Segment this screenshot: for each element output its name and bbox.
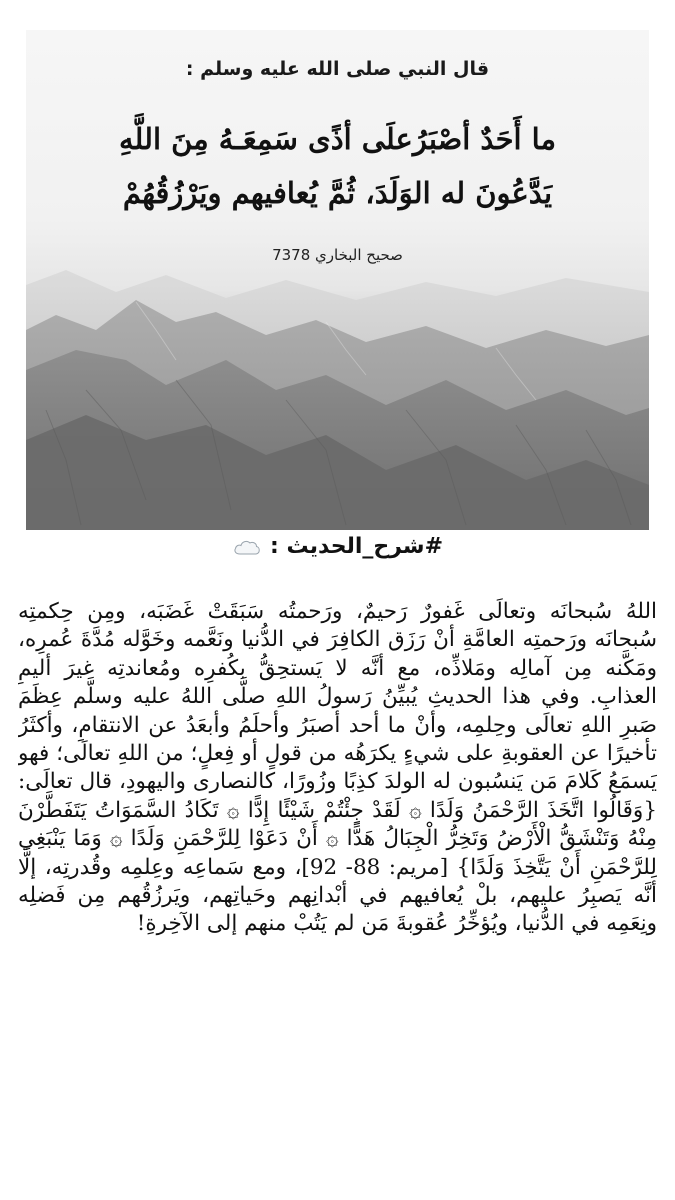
hadith-line-1: ما أَحَدٌ أصْبَرُعلَى أذًى سَمِعَـهُ مِنَ اللَّهِ <box>118 122 557 156</box>
quote-intro: قال النبي صلى الله عليه وسلم : <box>185 58 490 80</box>
hadith-source: صحيح البخاري 7378 <box>272 246 403 264</box>
hadith-explanation: اللهُ سُبحانَه وتعالَى غَفورٌ رَحيمٌ، ورَحمتُه سَبَقَتْ غَضَبَه، ومِن حِكمتِه سُبحانَه ورَحمتِه العامَّةِ أنْ رَزَق الكافِرَ في الدُّنيا ونَعَّمه وخَوَّله مُدَّةَ عُمرِه، ومَكَّنه مِن آمالِه ومَلاذِّه، مع أنَّه لا يَستحِقُّ بكُفرِه ومُعاندتِه غيرَ أليمِ العذابِ. وفي هذا الحديثِ يُبيِّنُ رَسولُ اللهِ صلَّى اللهُ عليه وسلَّم عِظَمَ صَبرِ اللهِ تعالَى وحِلمِه، وأنْ ما أحد أصبَرُ وأحلَمُ وأبعَدُ عن الانتقامِ، وأكثَرُ تأخيرًا عن العقوبةِ على شيءٍ يكرَهُه من قولٍ أو فِعلٍ؛ من اللهِ تعالَى؛ فهو يَسمَعُ كَلامَ مَن يَنسُبون له الولدَ كذِبًا وزُورًا، كالنصارى واليهودِ، قال تعالَى: {وَقَالُوا اتَّخَذَ الرَّحْمَنُ وَلَدًا ۞ لَقَدْ جِئْتُمْ شَيْئًا إِدًّا ۞ تَكَادُ السَّمَوَاتُ يَتَفَطَّرْنَ مِنْهُ وَتَنْشَقُّ الْأَرْضُ وَتَخِرُّ الْجِبَالُ هَدًّا ۞ أَنْ دَعَوْا لِلرَّحْمَنِ وَلَدًا ۞ وَمَا يَنْبَغِي لِلرَّحْمَنِ أَنْ يَتَّخِذَ وَلَدًا} [مريم: 88- 92]، ومع سَماعِه وعِلمِه وقُدرتِه، إلَّا أنَّه يَصبِرُ عليهم، بلْ يُعافيهم في أبْدانِهم وحَياتِهم، ويَرزُقُهم مِن فَضلِه ونِعَمِه في الدُّنيا، ويُؤخِّرُ عُقوبةَ مَن لم يَتُبْ منهم إلى الآخِرةِ! <box>18 599 657 937</box>
hadith-line-2: يَدَّعُونَ له الوَلَدَ، ثُمَّ يُعافيهم ويَرْزُقُهُمْ <box>122 176 553 210</box>
cloud-icon <box>232 537 262 557</box>
section-heading-text: #شرح_الحديث : <box>270 534 443 559</box>
mountain-landscape-image <box>26 30 649 530</box>
hadith-image <box>26 30 649 530</box>
section-heading <box>0 534 675 559</box>
